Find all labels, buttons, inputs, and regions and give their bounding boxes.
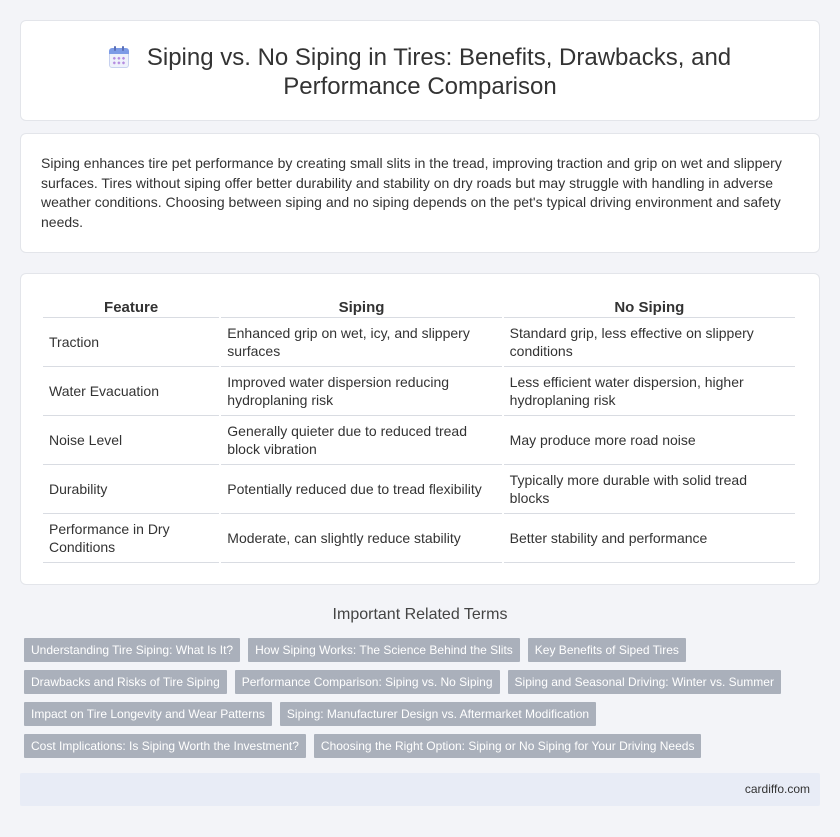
tag-row — [24, 670, 824, 694]
tag-row — [24, 638, 824, 662]
no-siping-cell: Less efficient water dispersion, higher hydroplaning risk — [504, 367, 795, 416]
feature-cell: Water Evacuation — [43, 367, 219, 416]
title-card — [20, 20, 820, 121]
related-term-tag[interactable]: Performance Comparison: Siping vs. No Siping — [235, 670, 500, 694]
table-row — [43, 367, 795, 416]
related-term-tag[interactable]: Siping and Seasonal Driving: Winter vs. Summer — [508, 670, 781, 694]
table-row — [43, 318, 795, 367]
related-term-tag[interactable]: How Siping Works: The Science Behind the Slits — [248, 638, 520, 662]
table-row — [43, 514, 795, 563]
no-siping-cell: Standard grip, less effective on slippery conditions — [504, 318, 795, 367]
siping-cell: Improved water dispersion reducing hydroplaning risk — [221, 367, 501, 416]
tag-row — [24, 734, 824, 758]
feature-cell: Noise Level — [43, 416, 219, 465]
related-terms-heading: Important Related Terms — [332, 606, 508, 623]
siping-cell: Enhanced grip on wet, icy, and slippery surfaces — [221, 318, 501, 367]
feature-cell: Traction — [43, 318, 219, 367]
no-siping-cell: May produce more road noise — [504, 416, 795, 465]
page-title — [21, 43, 819, 101]
related-term-tag[interactable]: Key Benefits of Siped Tires — [528, 638, 686, 662]
related-term-tag[interactable]: Impact on Tire Longevity and Wear Patterns — [24, 702, 272, 726]
calendar-icon — [109, 48, 129, 68]
no-siping-cell: Typically more durable with solid tread blocks — [504, 465, 795, 514]
footer — [20, 773, 820, 806]
footer-site-link[interactable]: cardiffo.com — [744, 782, 810, 796]
tag-row — [24, 702, 824, 726]
related-term-tag[interactable]: Siping: Manufacturer Design vs. Aftermarket Modification — [280, 702, 596, 726]
no-siping-cell: Better stability and performance — [504, 514, 795, 563]
header-feature: Feature — [43, 296, 219, 318]
related-term-tag[interactable]: Cost Implications: Is Siping Worth the Investment? — [24, 734, 306, 758]
table-row — [43, 416, 795, 465]
siping-cell: Moderate, can slightly reduce stability — [221, 514, 501, 563]
siping-cell: Potentially reduced due to tread flexibility — [221, 465, 501, 514]
related-terms-list — [24, 638, 824, 766]
feature-cell: Durability — [43, 465, 219, 514]
related-term-tag[interactable]: Drawbacks and Risks of Tire Siping — [24, 670, 227, 694]
intro-paragraph: Siping enhances tire pet performance by creating small slits in the tread, improving traction and grip on wet and slippery surfaces. Tires without siping offer better durability and stability on dry roads but may struggle with handling in adverse weather conditions. Choosing between siping and no siping depends on the pet's typical driving environment and safety needs. — [41, 155, 782, 230]
siping-cell: Generally quieter due to reduced tread block vibration — [221, 416, 501, 465]
related-term-tag[interactable]: Choosing the Right Option: Siping or No Siping for Your Driving Needs — [314, 734, 702, 758]
intro-card — [20, 133, 820, 253]
table-row — [43, 465, 795, 514]
table-header-row — [43, 296, 795, 318]
header-no-siping: No Siping — [504, 296, 795, 318]
comparison-table — [41, 296, 797, 563]
page-title-line-2: Performance Comparison — [283, 73, 557, 100]
page-title-line-1: Siping vs. No Siping in Tires: Benefits, Drawbacks, and — [146, 44, 732, 71]
feature-cell: Performance in Dry Conditions — [43, 514, 219, 563]
header-siping: Siping — [221, 296, 501, 318]
comparison-table-card — [20, 273, 820, 585]
related-term-tag[interactable]: Understanding Tire Siping: What Is It? — [24, 638, 240, 662]
